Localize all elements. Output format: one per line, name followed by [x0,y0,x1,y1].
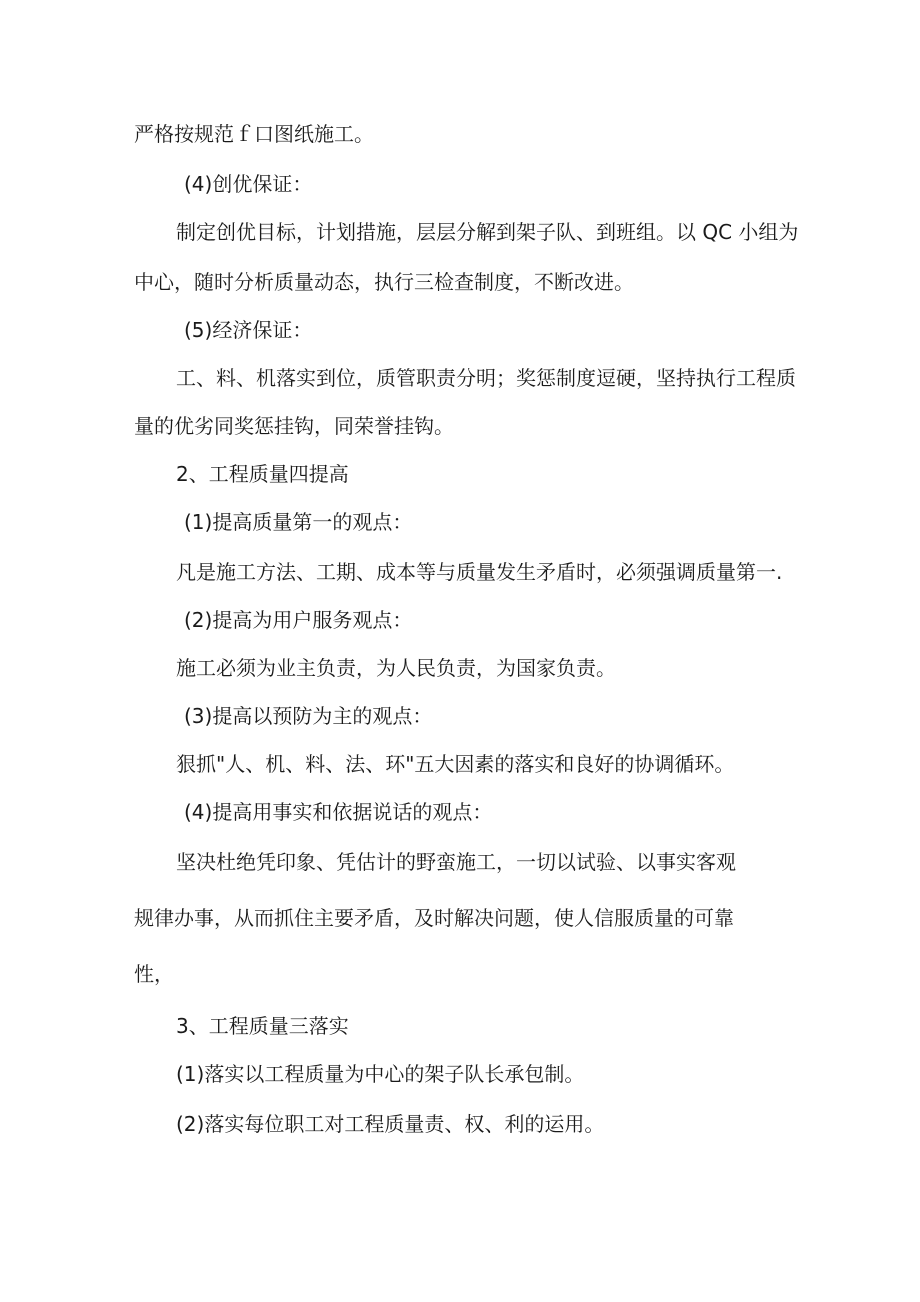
text-line-12: 施工必须为业主负责，为人民负责，为国家负责。 [176,656,616,680]
text-line-17: 规律办事，从而抓住主要矛盾，及时解决问题，使人信服质量的可靠 [134,906,734,930]
text-line-4: 中心，随时分析质量动态，执行三检查制度，不断改进。 [134,270,634,294]
section-heading-four-improvements: 2、工程质量四提高 [176,462,349,486]
text-line-7: 量的优劣同奖惩挂钩，同荣誉挂钩。 [134,414,454,438]
heading-user-service: (2)提高为用户服务观点： [184,608,413,632]
text-line-6: 工、料、机落实到位，质管职责分明；奖惩制度逗硬，坚持执行工程质 [176,366,796,390]
section-heading-three-implementations: 3、工程质量三落实 [176,1014,349,1038]
text-line-14: 狠抓"人、机、料、法、环"五大因素的落实和良好的协调循环。 [176,752,735,776]
text-line-16: 坚决杜绝凭印象、凭估计的野蛮施工，一切以试验、以事实客观 [176,850,736,874]
text-line-3: 制定创优目标，计划措施，层层分解到架子队、到班组。以 QC 小组为 [176,220,799,244]
text-line-1: 严格按规范ｆ口图纸施工。 [134,122,374,146]
text-line-21: (2)落实每位职工对工程质量责、权、利的运用。 [176,1112,605,1136]
text-line-18: 性， [134,962,174,986]
heading-facts-evidence: (4)提高用事实和依据说话的观点： [184,800,493,824]
heading-prevention: (3)提高以预防为主的观点： [184,704,433,728]
heading-quality-first: (1)提高质量第一的观点： [184,510,413,534]
text-line-10: 凡是施工方法、工期、成本等与质量发生矛盾时，必须强调质量第一. [176,560,783,584]
text-line-20: (1)落实以工程质量为中心的架子队长承包制。 [176,1062,585,1086]
heading-economic-guarantee: (5)经济保证： [184,318,313,342]
heading-creative-excellence: (4)创优保证： [184,172,313,196]
